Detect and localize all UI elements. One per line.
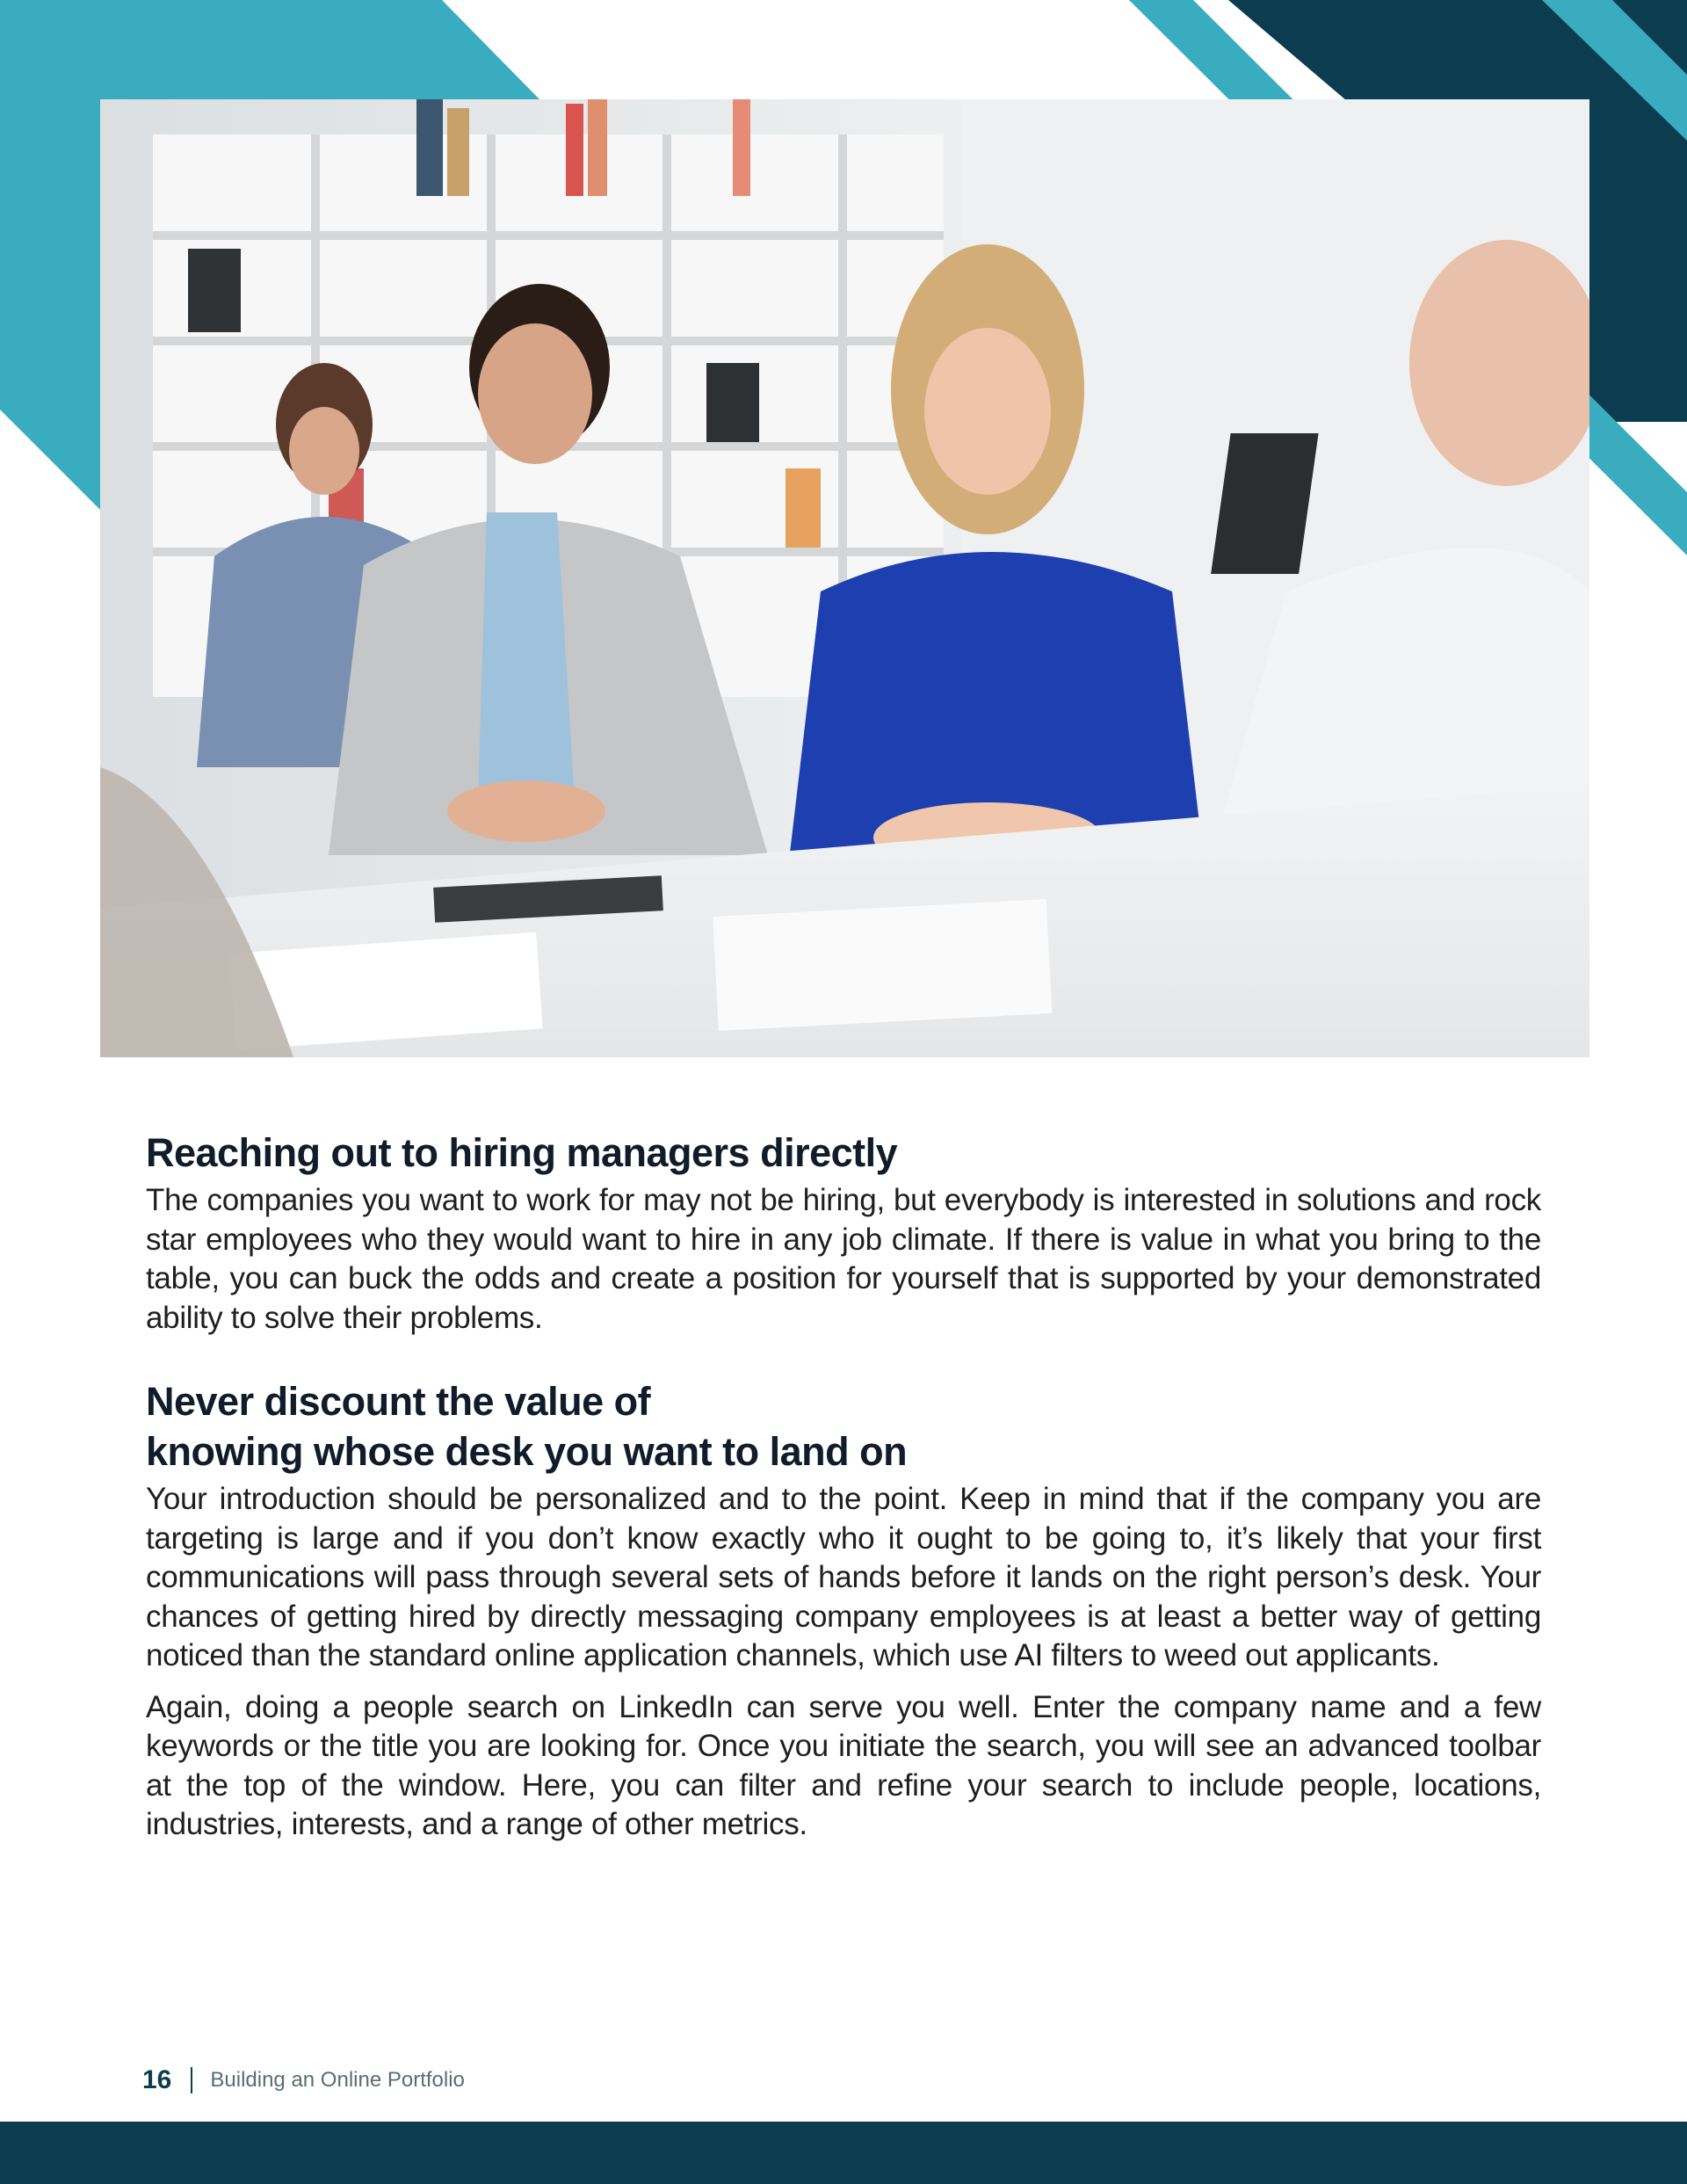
section-heading bbox=[146, 1128, 1541, 1178]
page-footer bbox=[142, 2064, 465, 2096]
section-heading-line: Never discount the value of bbox=[146, 1379, 651, 1424]
body-paragraph: Again, doing a people search on LinkedIn can serve you well. Enter the company name and a few keywords or the title you are looking for. Once you initiate the search, you will see an advanced toolbar at the top of the window. Here, you can filter and refine your search to include people, locations, industries, interests, and a range of other metrics. bbox=[146, 1689, 1541, 1841]
bottom-bar bbox=[0, 2122, 1687, 2184]
section-heading-line: Reaching out to hiring managers directly bbox=[146, 1130, 898, 1175]
meeting-photo-illustration bbox=[100, 99, 1589, 1057]
section-heading-line: knowing whose desk you want to land on bbox=[146, 1429, 908, 1474]
section-hiring-managers bbox=[146, 1128, 1541, 1338]
body-paragraph: The companies you want to work for may not be hiring, but everybody is interested in solutions and rock star employees who they would want to hire in any job climate. If there is value in what you bring to the table, you can buck the odds and create a position for yourself that is supported by your demonstrated ability to solve their problems. bbox=[146, 1183, 1541, 1335]
page-number: 16 bbox=[142, 2065, 172, 2094]
footer-divider bbox=[191, 2067, 192, 2093]
section-heading bbox=[146, 1376, 1541, 1477]
meeting-photo bbox=[100, 99, 1589, 1057]
article-body bbox=[146, 1128, 1541, 1883]
running-title: Building an Online Portfolio bbox=[210, 2068, 465, 2092]
body-paragraph: Your introduction should be personalized and to the point. Keep in mind that if the company you are targeting is large and if you don’t know exactly who it ought to be going to, it’s likely that your first communications will pass through several sets of hands before it lands on the right person’s desk. Your chances of getting hired by directly messaging company employees is at least a better way of getting noticed than the standard online application channels, which use AI filters to weed out applicants. bbox=[146, 1482, 1541, 1672]
section-whose-desk bbox=[146, 1376, 1541, 1845]
